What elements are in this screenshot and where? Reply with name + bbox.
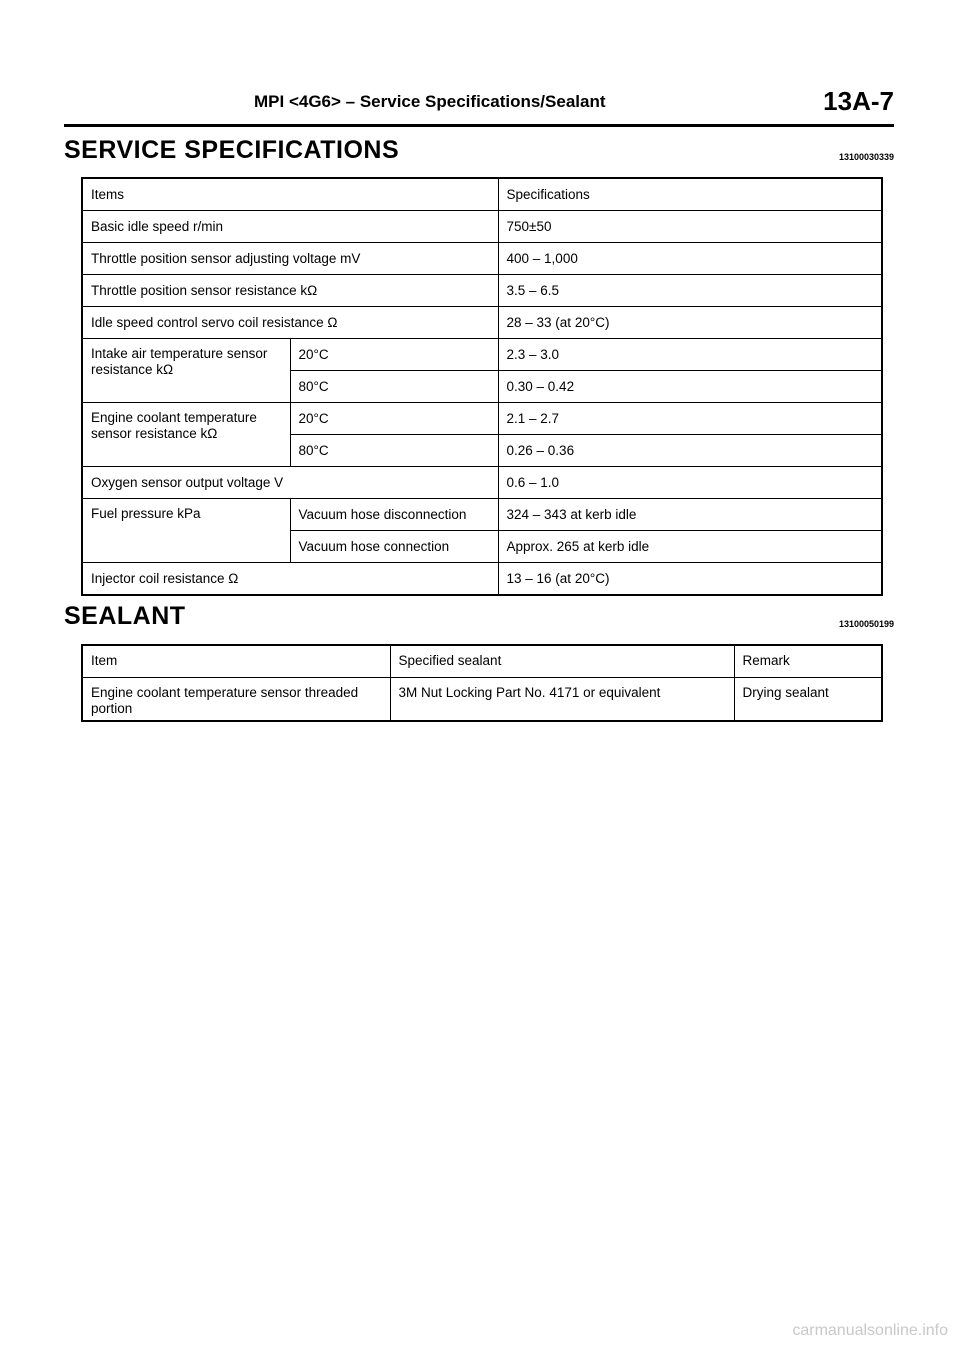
header-specified-sealant: Specified sealant [390, 645, 734, 677]
cell-value: 3.5 – 6.5 [498, 275, 882, 307]
cell-condition: 20°C [290, 403, 498, 435]
cell-value: 400 – 1,000 [498, 243, 882, 275]
cell-value: 0.6 – 1.0 [498, 467, 882, 499]
cell-value: 0.30 – 0.42 [498, 371, 882, 403]
sealant-table [81, 644, 883, 722]
table-row [82, 563, 882, 596]
cell-value: 2.3 – 3.0 [498, 339, 882, 371]
cell-item: Basic idle speed r/min [82, 211, 498, 243]
cell-item: Engine coolant temperature sensor resistance kΩ [82, 403, 290, 467]
cell-condition: Vacuum hose disconnection [290, 499, 498, 531]
cell-remark: Drying sealant [734, 677, 882, 721]
cell-item: Fuel pressure kPa [82, 499, 290, 563]
cell-condition: 80°C [290, 371, 498, 403]
sealant-code: 13100050199 [838, 619, 894, 629]
cell-condition: Vacuum hose connection [290, 531, 498, 563]
table-header-row [82, 645, 882, 677]
cell-item: Injector coil resistance Ω [82, 563, 498, 596]
page-header [64, 86, 894, 127]
header-specifications: Specifications [498, 178, 882, 211]
table-header-row [82, 178, 882, 211]
service-specifications-code: 13100030339 [838, 152, 894, 162]
table-row [82, 499, 882, 531]
cell-value: 28 – 33 (at 20°C) [498, 307, 882, 339]
page-number: 13A-7 [823, 86, 894, 116]
table-row [82, 211, 882, 243]
header-items: Items [82, 178, 498, 211]
table-row [82, 677, 882, 721]
cell-item: Throttle position sensor resistance kΩ [82, 275, 498, 307]
footer-watermark: carmanualsonline.info [792, 1322, 948, 1339]
header-remark: Remark [734, 645, 882, 677]
table-row [82, 403, 882, 435]
header-title: MPI <4G6> – Service Specifications/Sealant [254, 92, 606, 111]
table-row [82, 243, 882, 275]
service-specifications-table [81, 177, 883, 596]
cell-value: 13 – 16 (at 20°C) [498, 563, 882, 596]
cell-condition: 20°C [290, 339, 498, 371]
cell-value: 2.1 – 2.7 [498, 403, 882, 435]
cell-value: Approx. 265 at kerb idle [498, 531, 882, 563]
cell-value: 324 – 343 at kerb idle [498, 499, 882, 531]
table-row [82, 467, 882, 499]
cell-item: Idle speed control servo coil resistance Ω [82, 307, 498, 339]
sealant-title: SEALANT [64, 602, 186, 630]
cell-value: 0.26 – 0.36 [498, 435, 882, 467]
table-row [82, 275, 882, 307]
cell-value: 750±50 [498, 211, 882, 243]
service-specifications-title: SERVICE SPECIFICATIONS [64, 136, 400, 164]
cell-item: Intake air temperature sensor resistance kΩ [82, 339, 290, 403]
table-row [82, 339, 882, 371]
cell-item: Engine coolant temperature sensor threaded portion [82, 677, 390, 721]
header-item: Item [82, 645, 390, 677]
table-row [82, 307, 882, 339]
cell-item: Throttle position sensor adjusting voltage mV [82, 243, 498, 275]
cell-sealant: 3M Nut Locking Part No. 4171 or equivalent [390, 677, 734, 721]
cell-condition: 80°C [290, 435, 498, 467]
cell-item: Oxygen sensor output voltage V [82, 467, 498, 499]
